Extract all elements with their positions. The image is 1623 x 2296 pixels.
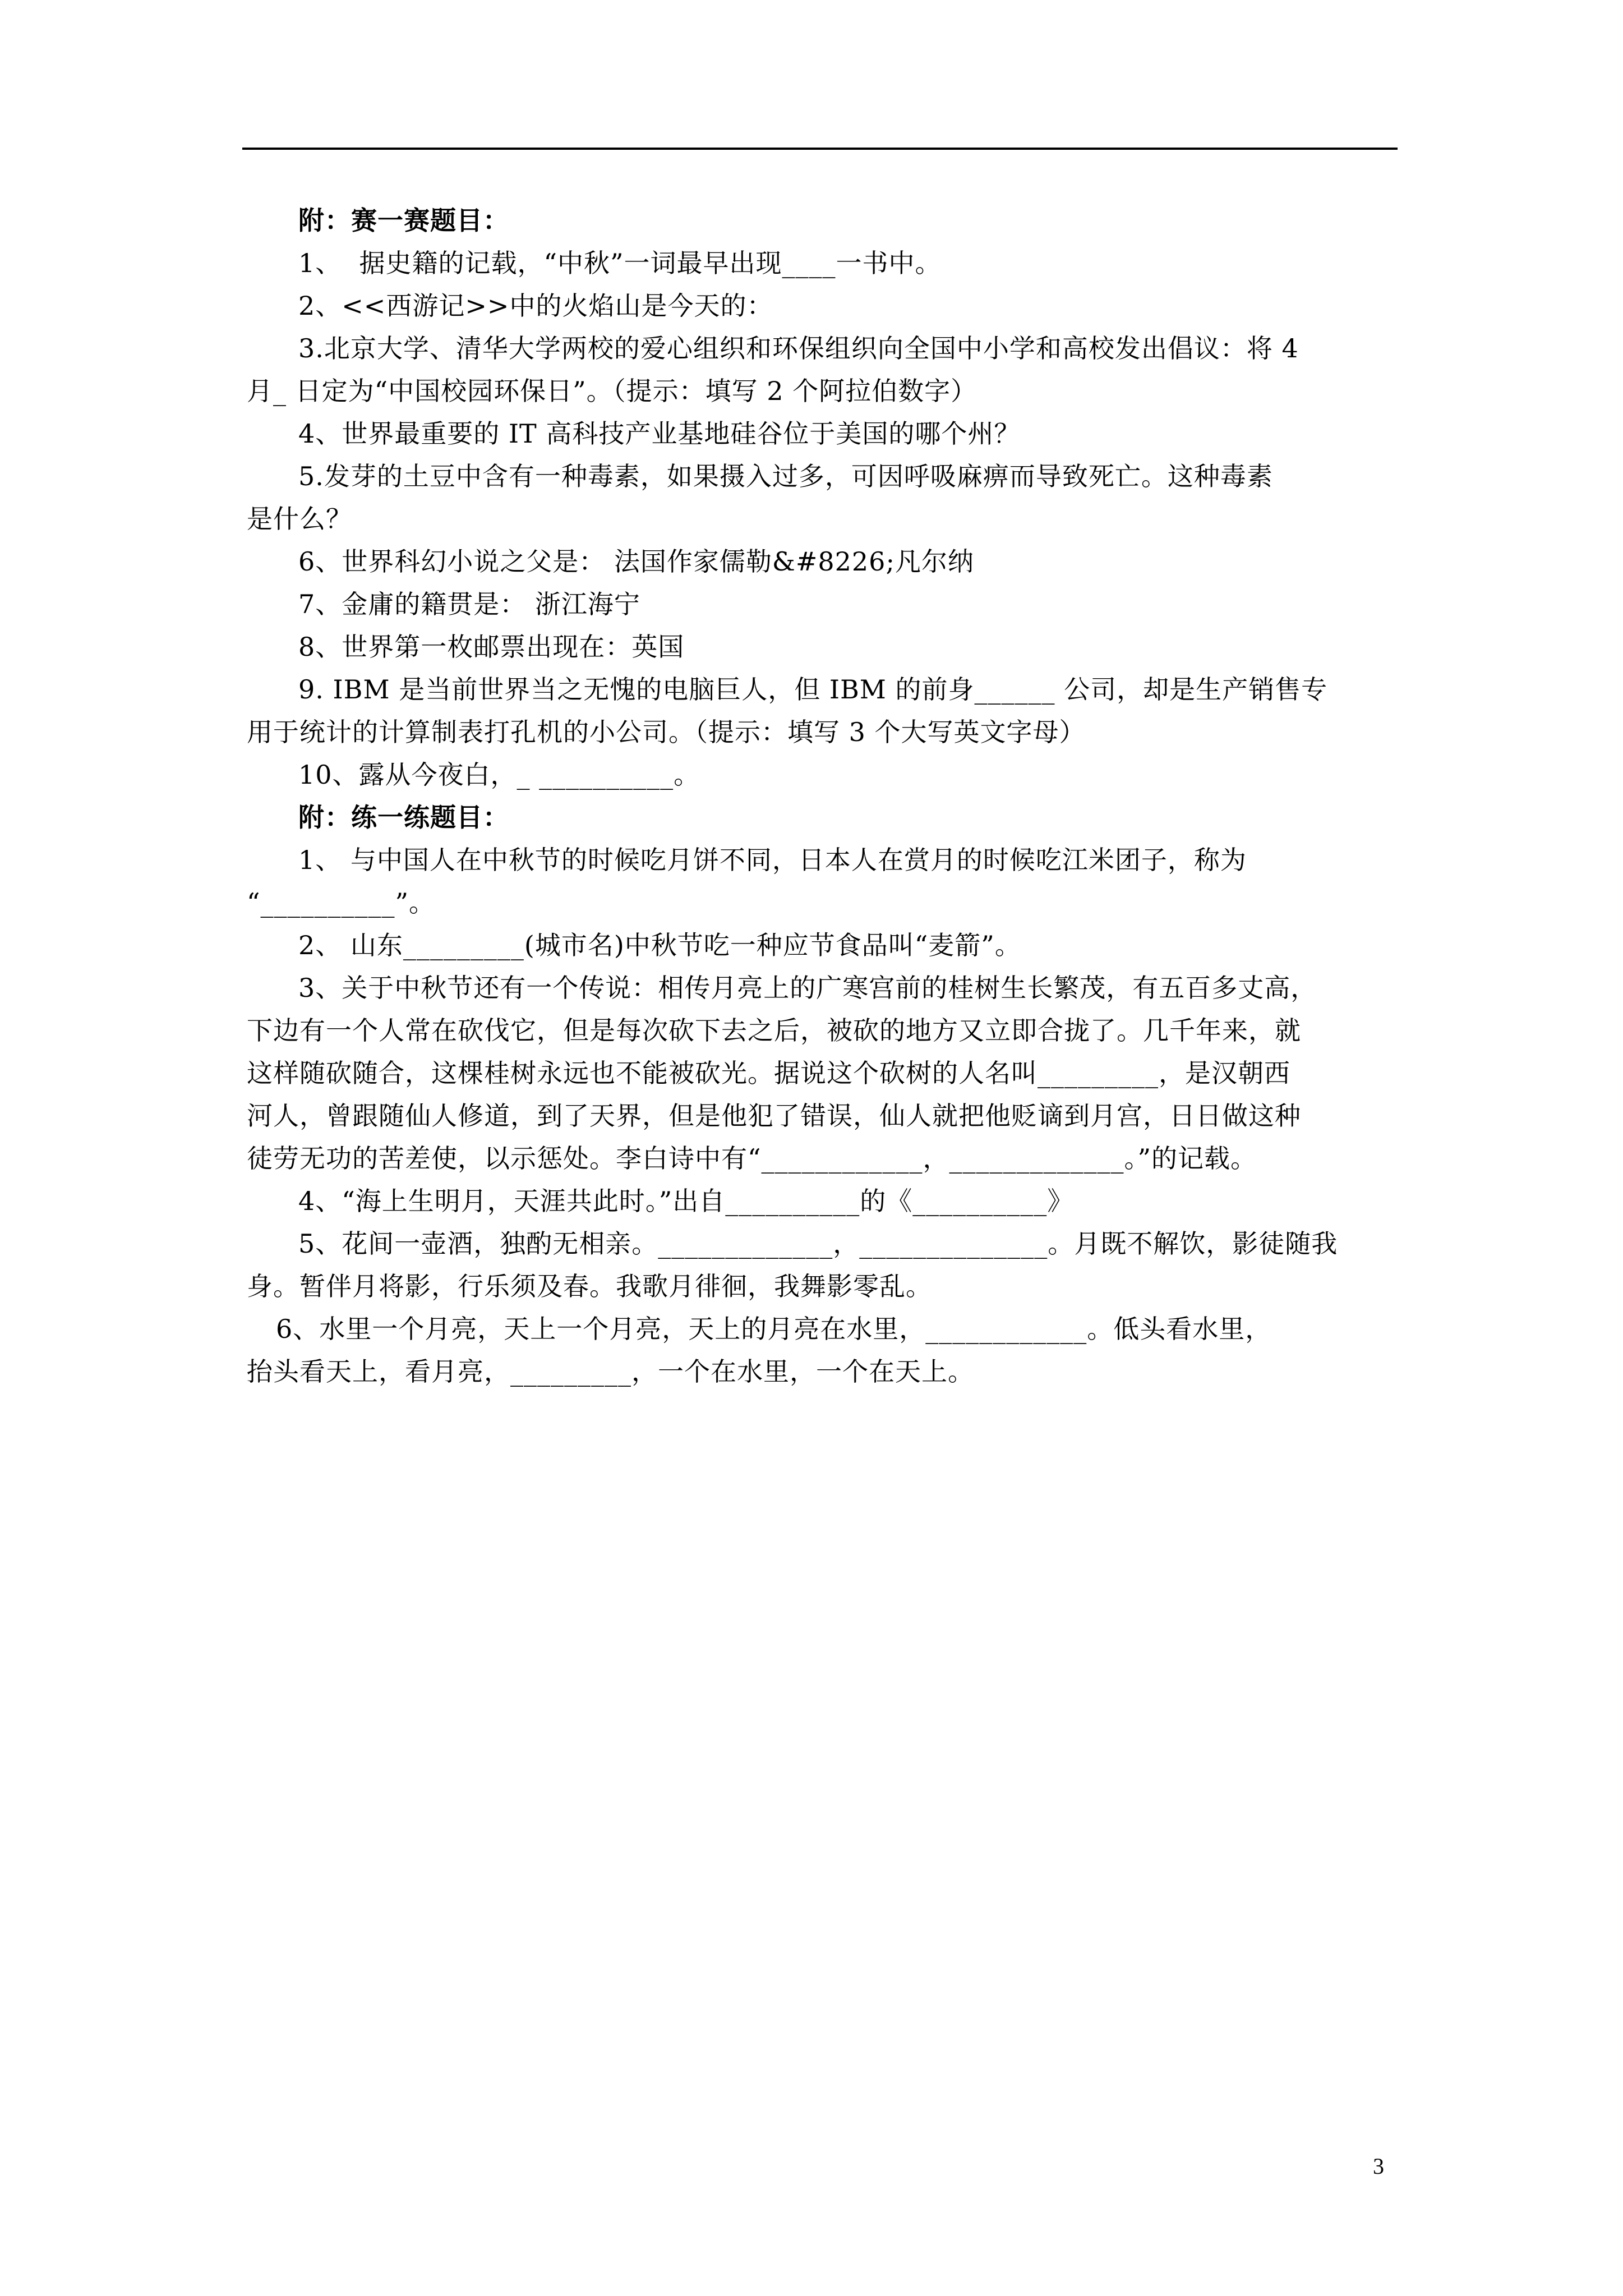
practice-6-line-2: 抬头看天上，看月亮，_________，一个在水里，一个在天上。 <box>247 1356 974 1387</box>
practice-3-line-5: 徒劳无功的苦差使，以示惩处。李白诗中有“____________，_____________。”的记载。 <box>247 1143 1257 1174</box>
practice-5-line-1: 5、花间一壶酒，独酌无相亲。_____________，______________。月既不解饮，影徒随我 <box>298 1228 1338 1259</box>
practice-3-line-4: 河人，曾跟随仙人修道，到了天界，但是他犯了错误，仙人就把他贬谪到月宫，日日做这种 <box>247 1101 1301 1131</box>
practice-3-line-3: 这样随砍随合，这棵桂树永远也不能被砍光。据说这个砍树的人名叫_________，是汉朝西 <box>247 1058 1290 1088</box>
practice-3-line-2: 下边有一个人常在砍伐它，但是每次砍下去之后，被砍的地方又立即合拢了。几千年来，就 <box>247 1015 1301 1046</box>
question-5-line-1: 5.发芽的土豆中含有一种毒素，如果摄入过多，可因呼吸麻痹而导致死亡。这种毒素 <box>298 461 1273 491</box>
question-5-line-2: 是什么？ <box>247 504 352 534</box>
question-2: 2、<<西游记>>中的火焰山是今天的： <box>298 291 773 321</box>
practice-1-line-2: “__________”。 <box>247 887 436 918</box>
question-10: 10、露从今夜白，_ __________。 <box>298 760 700 790</box>
header-rule <box>242 148 1398 150</box>
question-8: 8、世界第一枚邮票出现在：英国 <box>298 632 685 662</box>
practice-5-line-2: 身。暂伴月将影，行乐须及春。我歌月徘徊，我舞影零乱。 <box>247 1271 932 1301</box>
practice-4: 4、“海上生明月，天涯共此时。”出自__________的《__________》 <box>298 1186 1074 1216</box>
practice-6-line-1: 6、水里一个月亮，天上一个月亮，天上的月亮在水里，____________。低头看水里， <box>276 1314 1272 1344</box>
document-body <box>247 199 1402 1393</box>
practice-3-line-1: 3、关于中秋节还有一个传说：相传月亮上的广寒宫前的桂树生长繁茂，有五百多丈高， <box>298 973 1317 1003</box>
question-3-line-1: 3.北京大学、清华大学两校的爱心组织和环保组织向全国中小学和高校发出倡议：将 4 <box>298 333 1299 364</box>
section-heading-practice: 附：练一练题目： <box>298 802 509 832</box>
section-heading-contest: 附：赛一赛题目： <box>298 205 509 236</box>
practice-2: 2、 山东_________(城市名)中秋节吃一种应节食品叫“麦箭”。 <box>298 930 1021 960</box>
question-9-line-2: 用于统计的计算制表打孔机的小公司。（提示：填写 3 个大写英文字母） <box>247 717 1086 747</box>
page-number: 3 <box>1373 2154 1384 2179</box>
question-1: 1、 据史籍的记载，“中秋”一词最早出现____一书中。 <box>298 248 942 278</box>
question-4: 4、世界最重要的 IT 高科技产业基地硅谷位于美国的哪个州？ <box>298 418 1021 449</box>
question-6: 6、世界科幻小说之父是： 法国作家儒勒&#8226;凡尔纳 <box>298 546 974 577</box>
question-7: 7、金庸的籍贯是： 浙江海宁 <box>298 589 640 619</box>
practice-1-line-1: 1、 与中国人在中秋节的时候吃月饼不同，日本人在赏月的时候吃江米团子，称为 <box>298 845 1247 875</box>
question-9-line-1: 9. IBM 是当前世界当之无愧的电脑巨人，但 IBM 的前身______ 公司，却是生产销售专 <box>298 674 1328 705</box>
question-3-line-2: 月_ 日定为“中国校园环保日”。（提示：填写 2 个阿拉伯数字） <box>247 376 978 406</box>
